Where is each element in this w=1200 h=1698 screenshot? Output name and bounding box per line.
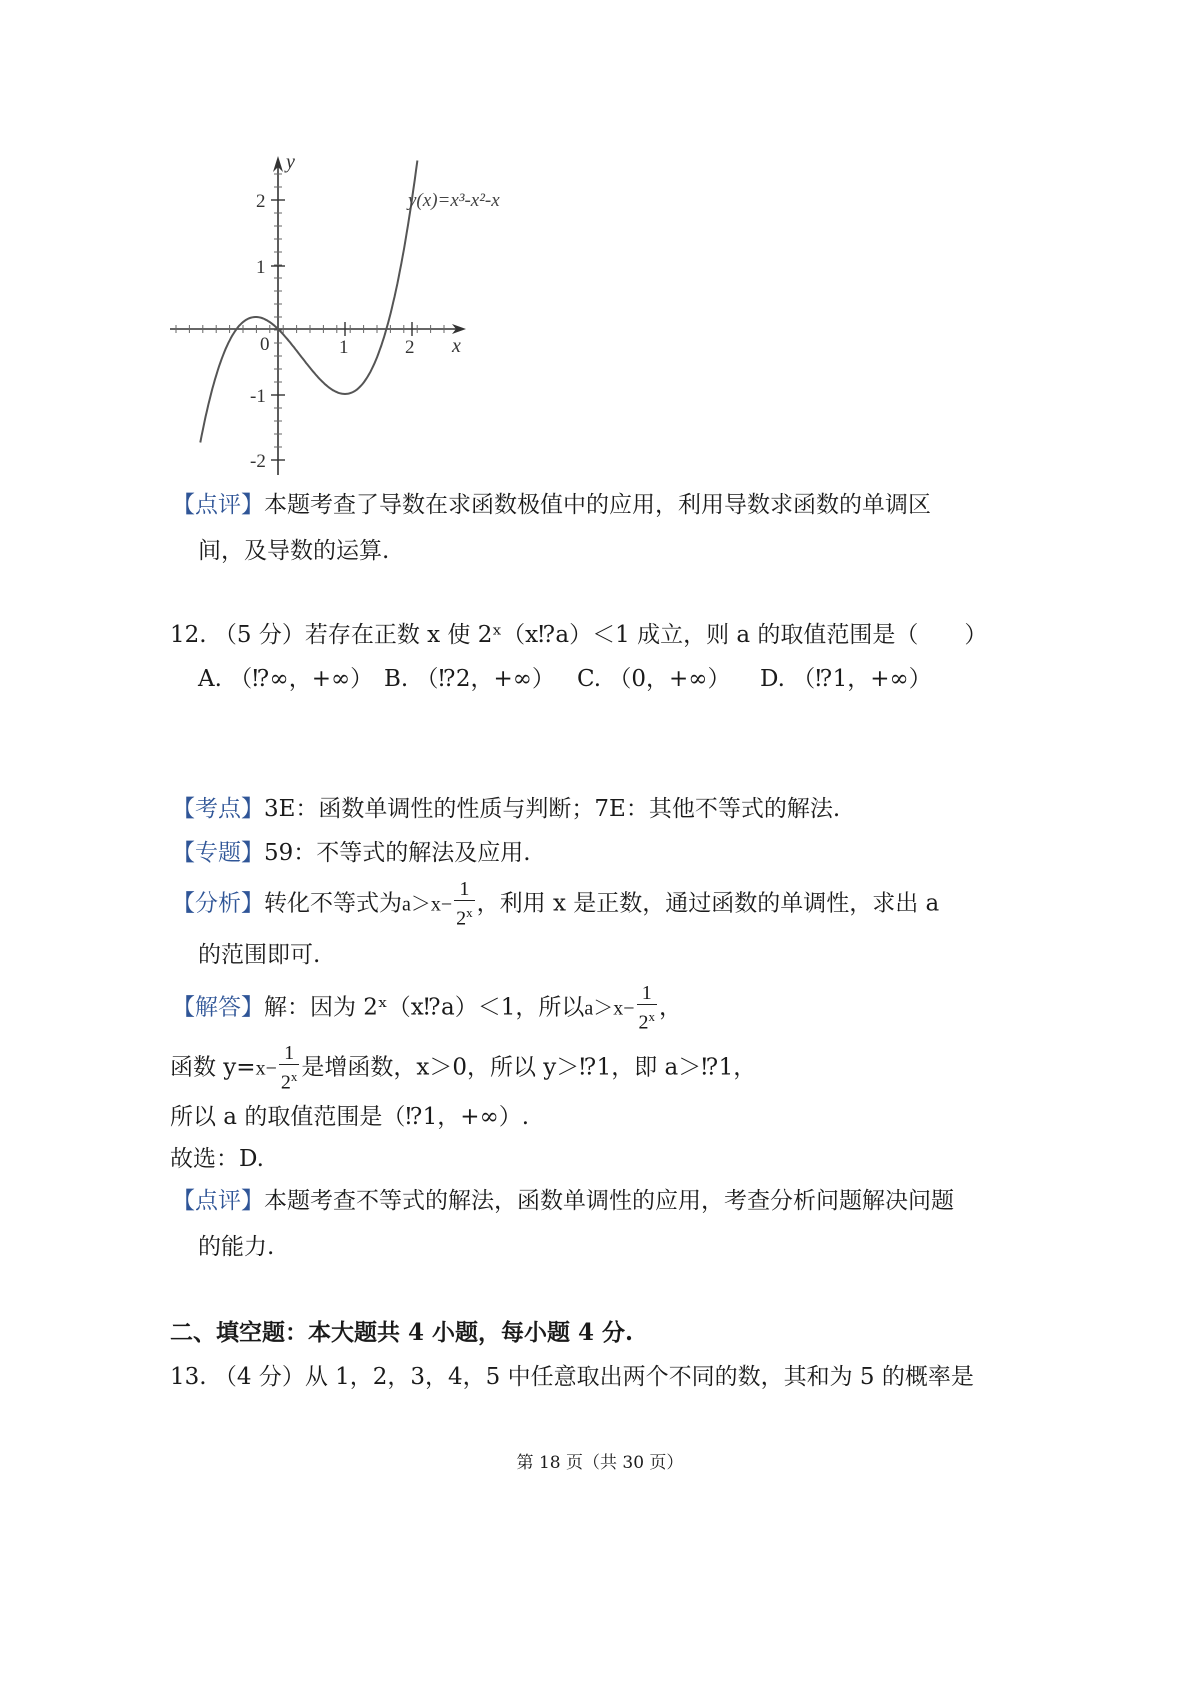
review2-line1: 【点评】本题考查不等式的解法，函数单调性的应用，考查分析问题解决问题 (172, 1188, 954, 1214)
origin-label: 0 (260, 334, 270, 355)
q12-option-c: C. （0，+∞） (577, 666, 731, 692)
question-12: 12. （5 分）若存在正数 x 使 2ˣ（x⁉a）＜1 成立，则 a 的取值范围是（ ） (170, 622, 988, 648)
q12-option-a: A. （⁉∞，+∞） (198, 666, 374, 692)
x-tick-label-2: 2 (405, 337, 415, 358)
fraction-1-over-2x: $\frac{1}{2^x}$ (280, 1042, 298, 1094)
review2-line2: 的能力. (198, 1234, 275, 1260)
jieda-line1: 【解答】解：因为 2ˣ（x⁉a）＜1，所以a＞x− $\frac{1}{2^x}$ ， (172, 982, 682, 1034)
y-tick-label-neg1: -1 (250, 386, 266, 407)
y-tick-label-1: 1 (256, 257, 266, 278)
axis-minor-ticks (176, 174, 444, 460)
kaodian: 【考点】3E：函数单调性的性质与判断；7E：其他不等式的解法. (172, 796, 841, 822)
review1-line2: 间，及导数的运算. (198, 538, 390, 564)
question-13: 13. （4 分）从 1，2，3，4，5 中任意取出两个不同的数，其和为 5 的概率是 (170, 1364, 974, 1390)
jieda-line3: 所以 a 的取值范围是（⁉1，+∞）. (170, 1104, 530, 1130)
fenxi-tag: 【分析】 (172, 890, 264, 917)
review1-line1: 【点评】本题考查了导数在求函数极值中的应用，利用导数求函数的单调区 (172, 492, 931, 518)
fraction-1-over-2x: $\frac{1}{2^x}$ (638, 982, 655, 1034)
fenxi-line1: 【分析】转化不等式为a＞x− $\frac{1}{2^x}$ ，利用 x 是正数，通过函数的单调性，求出 a (172, 878, 940, 930)
kaodian-tag: 【考点】 (172, 796, 264, 822)
q12-option-b: B. （⁉2，+∞） (384, 666, 555, 692)
zhuanti: 【专题】59：不等式的解法及应用. (172, 840, 531, 866)
function-graph (150, 140, 570, 490)
function-label: y(x)=x³-x²-x (408, 190, 500, 211)
review1-tag: 【点评】 (172, 492, 264, 518)
page-footer: 第 18 页（共 30 页） (516, 1453, 684, 1473)
math-a-gt-x: a＞x− (402, 893, 453, 916)
section-title: 二、填空题：本大题共 4 小题，每小题 4 分. (170, 1319, 634, 1346)
x-axis-label: x (452, 335, 461, 357)
zhuanti-tag: 【专题】 (172, 840, 264, 866)
jieda-line4: 故选：D. (170, 1146, 264, 1172)
function-curve (200, 161, 417, 443)
q12-option-d: D. （⁉1，+∞） (760, 666, 932, 692)
fenxi-line2: 的范围即可. (198, 942, 321, 968)
review2-tag: 【点评】 (172, 1188, 264, 1214)
y-tick-label-2: 2 (256, 191, 266, 212)
y-tick-label-neg2: -2 (250, 451, 266, 472)
x-tick-label-1: 1 (339, 337, 349, 358)
jieda-line2: 函数 y=x− $\frac{1}{2^x}$ 是增函数，x＞0，所以 y＞⁉1，即 a＞⁉1， (170, 1042, 757, 1094)
jieda-tag: 【解答】 (172, 994, 264, 1021)
fraction-1-over-2x: $\frac{1}{2^x}$ (456, 878, 473, 930)
y-axis-label: y (286, 151, 295, 173)
